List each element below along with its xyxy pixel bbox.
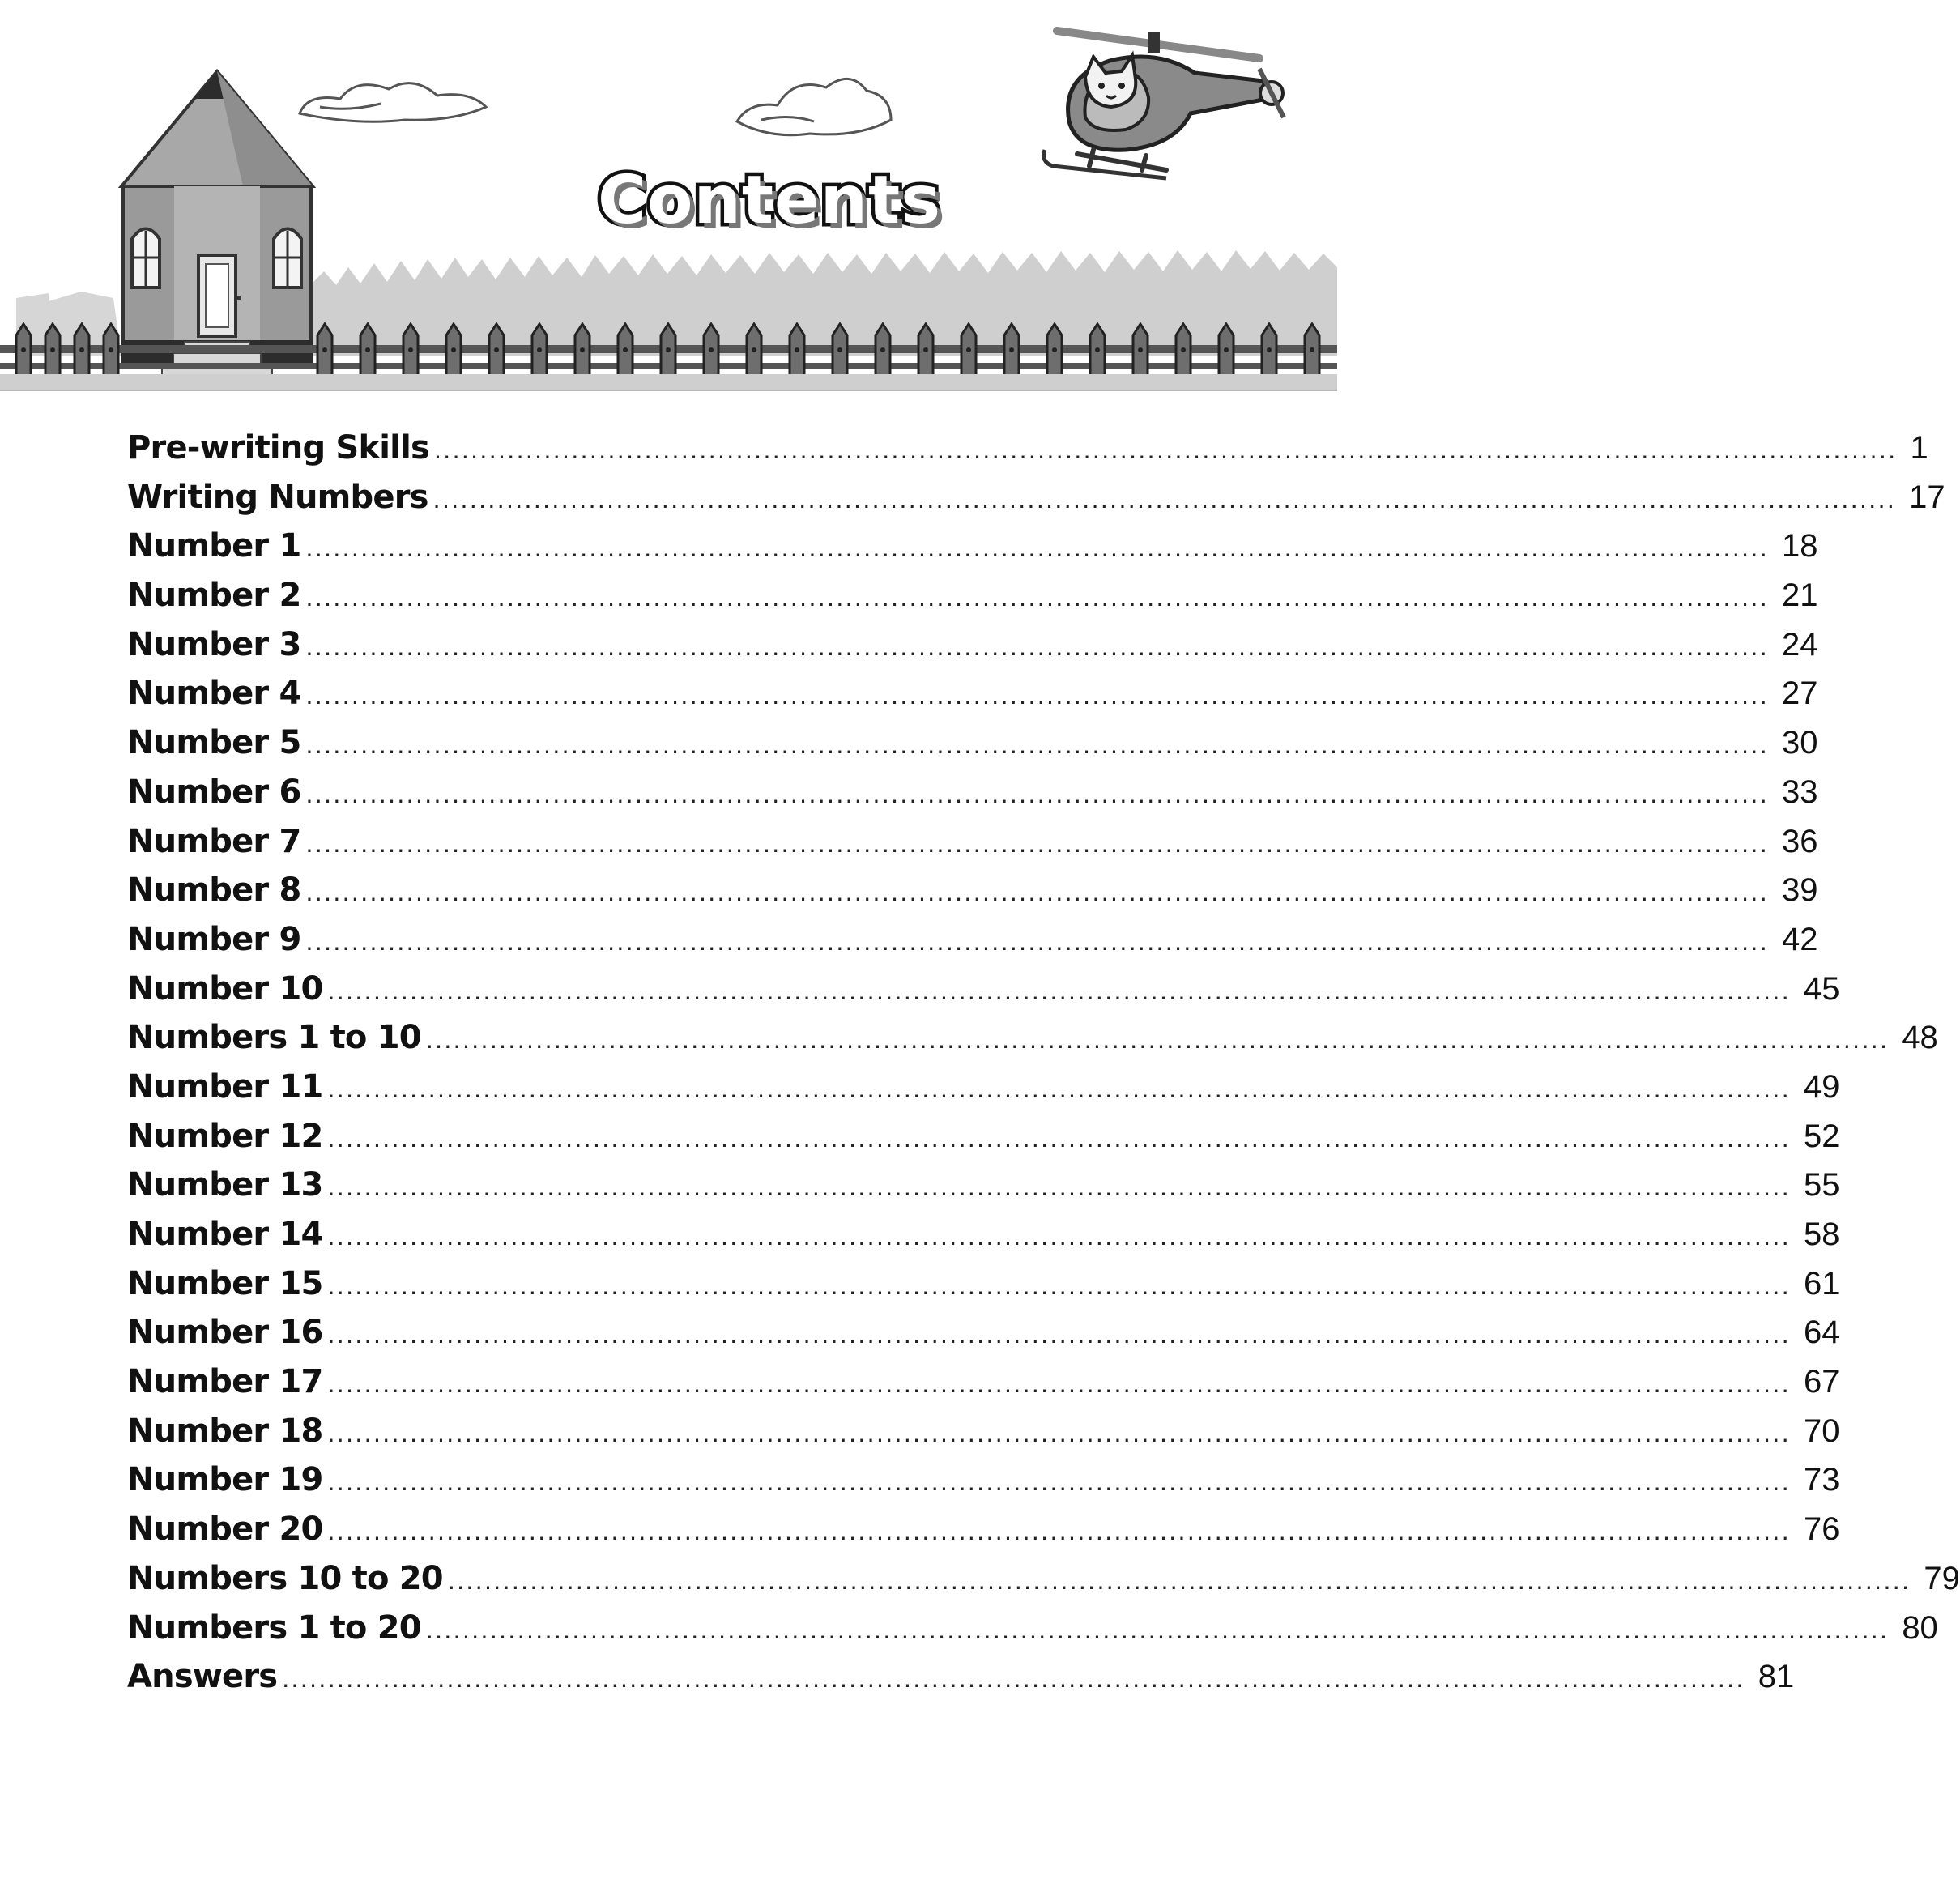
toc-entry-label: Pre-writing Skills bbox=[127, 429, 429, 467]
toc-entry bbox=[127, 1264, 1840, 1315]
toc-entry bbox=[127, 773, 1818, 823]
toc-entry bbox=[127, 1117, 1840, 1167]
toc-entry-page: 48 bbox=[1902, 1020, 1938, 1056]
toc-entry bbox=[127, 1412, 1840, 1462]
toc-entry-label: Number 5 bbox=[127, 724, 301, 762]
toc-entry-page: 64 bbox=[1804, 1315, 1840, 1351]
toc-entry-label: Number 14 bbox=[127, 1216, 323, 1253]
toc-entry bbox=[127, 1511, 1840, 1560]
toc-entry-page: 27 bbox=[1781, 675, 1818, 712]
toc-entry-page: 67 bbox=[1804, 1364, 1840, 1400]
toc-entry bbox=[127, 822, 1818, 872]
toc-entry-page: 33 bbox=[1781, 773, 1818, 810]
dot-leader: ................................................................................................................................................................ bbox=[327, 1172, 1792, 1202]
toc-entry-label: Number 17 bbox=[127, 1363, 323, 1401]
toc-entry bbox=[127, 1559, 1960, 1609]
toc-entry-page: 79 bbox=[1924, 1560, 1960, 1596]
toc-entry bbox=[127, 527, 1818, 577]
toc-entry-page: 55 bbox=[1804, 1167, 1840, 1204]
helicopter-icon bbox=[1044, 31, 1284, 178]
dot-leader: ................................................................................................................................................................ bbox=[305, 533, 1769, 563]
cloud-icon bbox=[737, 79, 891, 134]
toc-entry-label: Numbers 10 to 20 bbox=[127, 1559, 443, 1597]
toc-entry-page: 42 bbox=[1781, 921, 1818, 957]
toc-entry-page: 36 bbox=[1781, 823, 1818, 859]
toc-entry-page: 81 bbox=[1758, 1659, 1795, 1695]
toc-entry-label: Number 9 bbox=[127, 920, 301, 958]
toc-entry bbox=[127, 625, 1818, 675]
toc-entry bbox=[127, 871, 1818, 921]
dot-leader: ................................................................................................................................................................ bbox=[282, 1664, 1745, 1694]
toc-entry-label: Number 18 bbox=[127, 1412, 323, 1450]
toc-entry-page: 61 bbox=[1804, 1265, 1840, 1302]
dot-leader: ................................................................................................................................................................ bbox=[447, 1565, 1911, 1595]
dot-leader: ................................................................................................................................................................ bbox=[432, 484, 1897, 513]
toc-entry bbox=[127, 1166, 1840, 1216]
toc-entry-page: 76 bbox=[1804, 1511, 1840, 1548]
toc-entry-label: Number 19 bbox=[127, 1461, 323, 1499]
toc-entry bbox=[127, 920, 1818, 970]
dot-leader: ................................................................................................................................................................ bbox=[327, 1369, 1792, 1399]
dot-leader: ................................................................................................................................................................ bbox=[425, 1614, 1890, 1644]
toc-entry-page: 73 bbox=[1804, 1462, 1840, 1498]
toc-entry-page: 70 bbox=[1804, 1413, 1840, 1449]
dot-leader: ................................................................................................................................................................ bbox=[327, 1319, 1792, 1349]
dot-leader: ................................................................................................................................................................ bbox=[305, 926, 1769, 956]
dot-leader: ................................................................................................................................................................ bbox=[327, 1221, 1792, 1251]
toc-entry bbox=[127, 1609, 1938, 1659]
toc-entry-page: 45 bbox=[1804, 970, 1840, 1007]
dot-leader: ................................................................................................................................................................ bbox=[327, 1467, 1792, 1497]
dot-leader: ................................................................................................................................................................ bbox=[327, 1417, 1792, 1447]
dot-leader: ................................................................................................................................................................ bbox=[327, 1123, 1792, 1153]
toc-entry-page: 18 bbox=[1781, 528, 1818, 565]
table-of-contents bbox=[127, 429, 1960, 1707]
dot-leader: ................................................................................................................................................................ bbox=[305, 631, 1769, 661]
dot-leader: ................................................................................................................................................................ bbox=[327, 975, 1792, 1005]
dot-leader: ................................................................................................................................................................ bbox=[327, 1516, 1792, 1546]
toc-entry-label: Number 12 bbox=[127, 1117, 323, 1155]
pencil-house-icon bbox=[121, 71, 313, 386]
toc-entry-label: Number 20 bbox=[127, 1511, 323, 1549]
toc-entry-label: Numbers 1 to 20 bbox=[127, 1609, 421, 1647]
toc-entry-page: 17 bbox=[1909, 479, 1945, 515]
toc-entry-page: 30 bbox=[1781, 725, 1818, 761]
toc-entry bbox=[127, 1314, 1840, 1363]
toc-entry-page: 80 bbox=[1902, 1609, 1938, 1646]
toc-entry-label: Number 15 bbox=[127, 1264, 323, 1302]
dot-leader: ................................................................................................................................................................ bbox=[425, 1025, 1890, 1055]
toc-entry bbox=[127, 429, 1928, 479]
toc-entry-page: 1 bbox=[1910, 430, 1928, 466]
toc-entry-label: Number 7 bbox=[127, 822, 301, 860]
toc-entry bbox=[127, 1363, 1840, 1413]
dot-leader: ................................................................................................................................................................ bbox=[433, 435, 1898, 464]
toc-entry-label: Number 8 bbox=[127, 871, 301, 910]
dot-leader: ................................................................................................................................................................ bbox=[327, 1270, 1792, 1300]
toc-entry bbox=[127, 1019, 1938, 1068]
toc-entry-label: Number 11 bbox=[127, 1067, 323, 1106]
toc-entry-label: Number 10 bbox=[127, 969, 323, 1008]
toc-entry-page: 49 bbox=[1804, 1068, 1840, 1105]
toc-entry-page: 58 bbox=[1804, 1217, 1840, 1252]
dot-leader: ................................................................................................................................................................ bbox=[305, 877, 1769, 907]
toc-entry-page: 21 bbox=[1781, 577, 1818, 614]
toc-entry-label: Writing Numbers bbox=[127, 478, 428, 516]
dot-leader: ................................................................................................................................................................ bbox=[305, 680, 1769, 710]
toc-entry bbox=[127, 675, 1818, 724]
toc-entry-label: Numbers 1 to 10 bbox=[127, 1019, 421, 1057]
toc-entry-label: Number 2 bbox=[127, 577, 301, 615]
toc-entry-page: 24 bbox=[1781, 626, 1818, 663]
toc-entry bbox=[127, 724, 1818, 773]
header-illustration bbox=[0, 0, 1337, 397]
dot-leader: ................................................................................................................................................................ bbox=[305, 828, 1769, 858]
cloud-icon bbox=[300, 83, 486, 122]
dot-leader: ................................................................................................................................................................ bbox=[305, 730, 1769, 760]
toc-entry-label: Number 1 bbox=[127, 527, 301, 565]
toc-entry-label: Number 6 bbox=[127, 773, 301, 811]
toc-entry bbox=[127, 577, 1818, 626]
toc-entry-label: Number 13 bbox=[127, 1166, 323, 1204]
toc-entry-label: Number 16 bbox=[127, 1314, 323, 1352]
grass-icon bbox=[0, 374, 1337, 390]
page-title: Contents bbox=[597, 162, 942, 239]
toc-entry-label: Number 4 bbox=[127, 675, 301, 713]
toc-entry-page: 39 bbox=[1781, 872, 1818, 909]
toc-entry bbox=[127, 1461, 1840, 1511]
toc-entry-label: Answers bbox=[127, 1658, 278, 1696]
toc-entry bbox=[127, 1658, 1795, 1707]
dot-leader: ................................................................................................................................................................ bbox=[327, 1073, 1792, 1103]
toc-entry bbox=[127, 478, 1945, 528]
toc-entry-page: 52 bbox=[1804, 1118, 1840, 1154]
dot-leader: ................................................................................................................................................................ bbox=[305, 778, 1769, 808]
toc-entry bbox=[127, 1216, 1840, 1265]
dot-leader: ................................................................................................................................................................ bbox=[305, 582, 1769, 612]
toc-entry bbox=[127, 1067, 1840, 1118]
toc-entry bbox=[127, 969, 1840, 1020]
toc-entry-label: Number 3 bbox=[127, 625, 301, 663]
